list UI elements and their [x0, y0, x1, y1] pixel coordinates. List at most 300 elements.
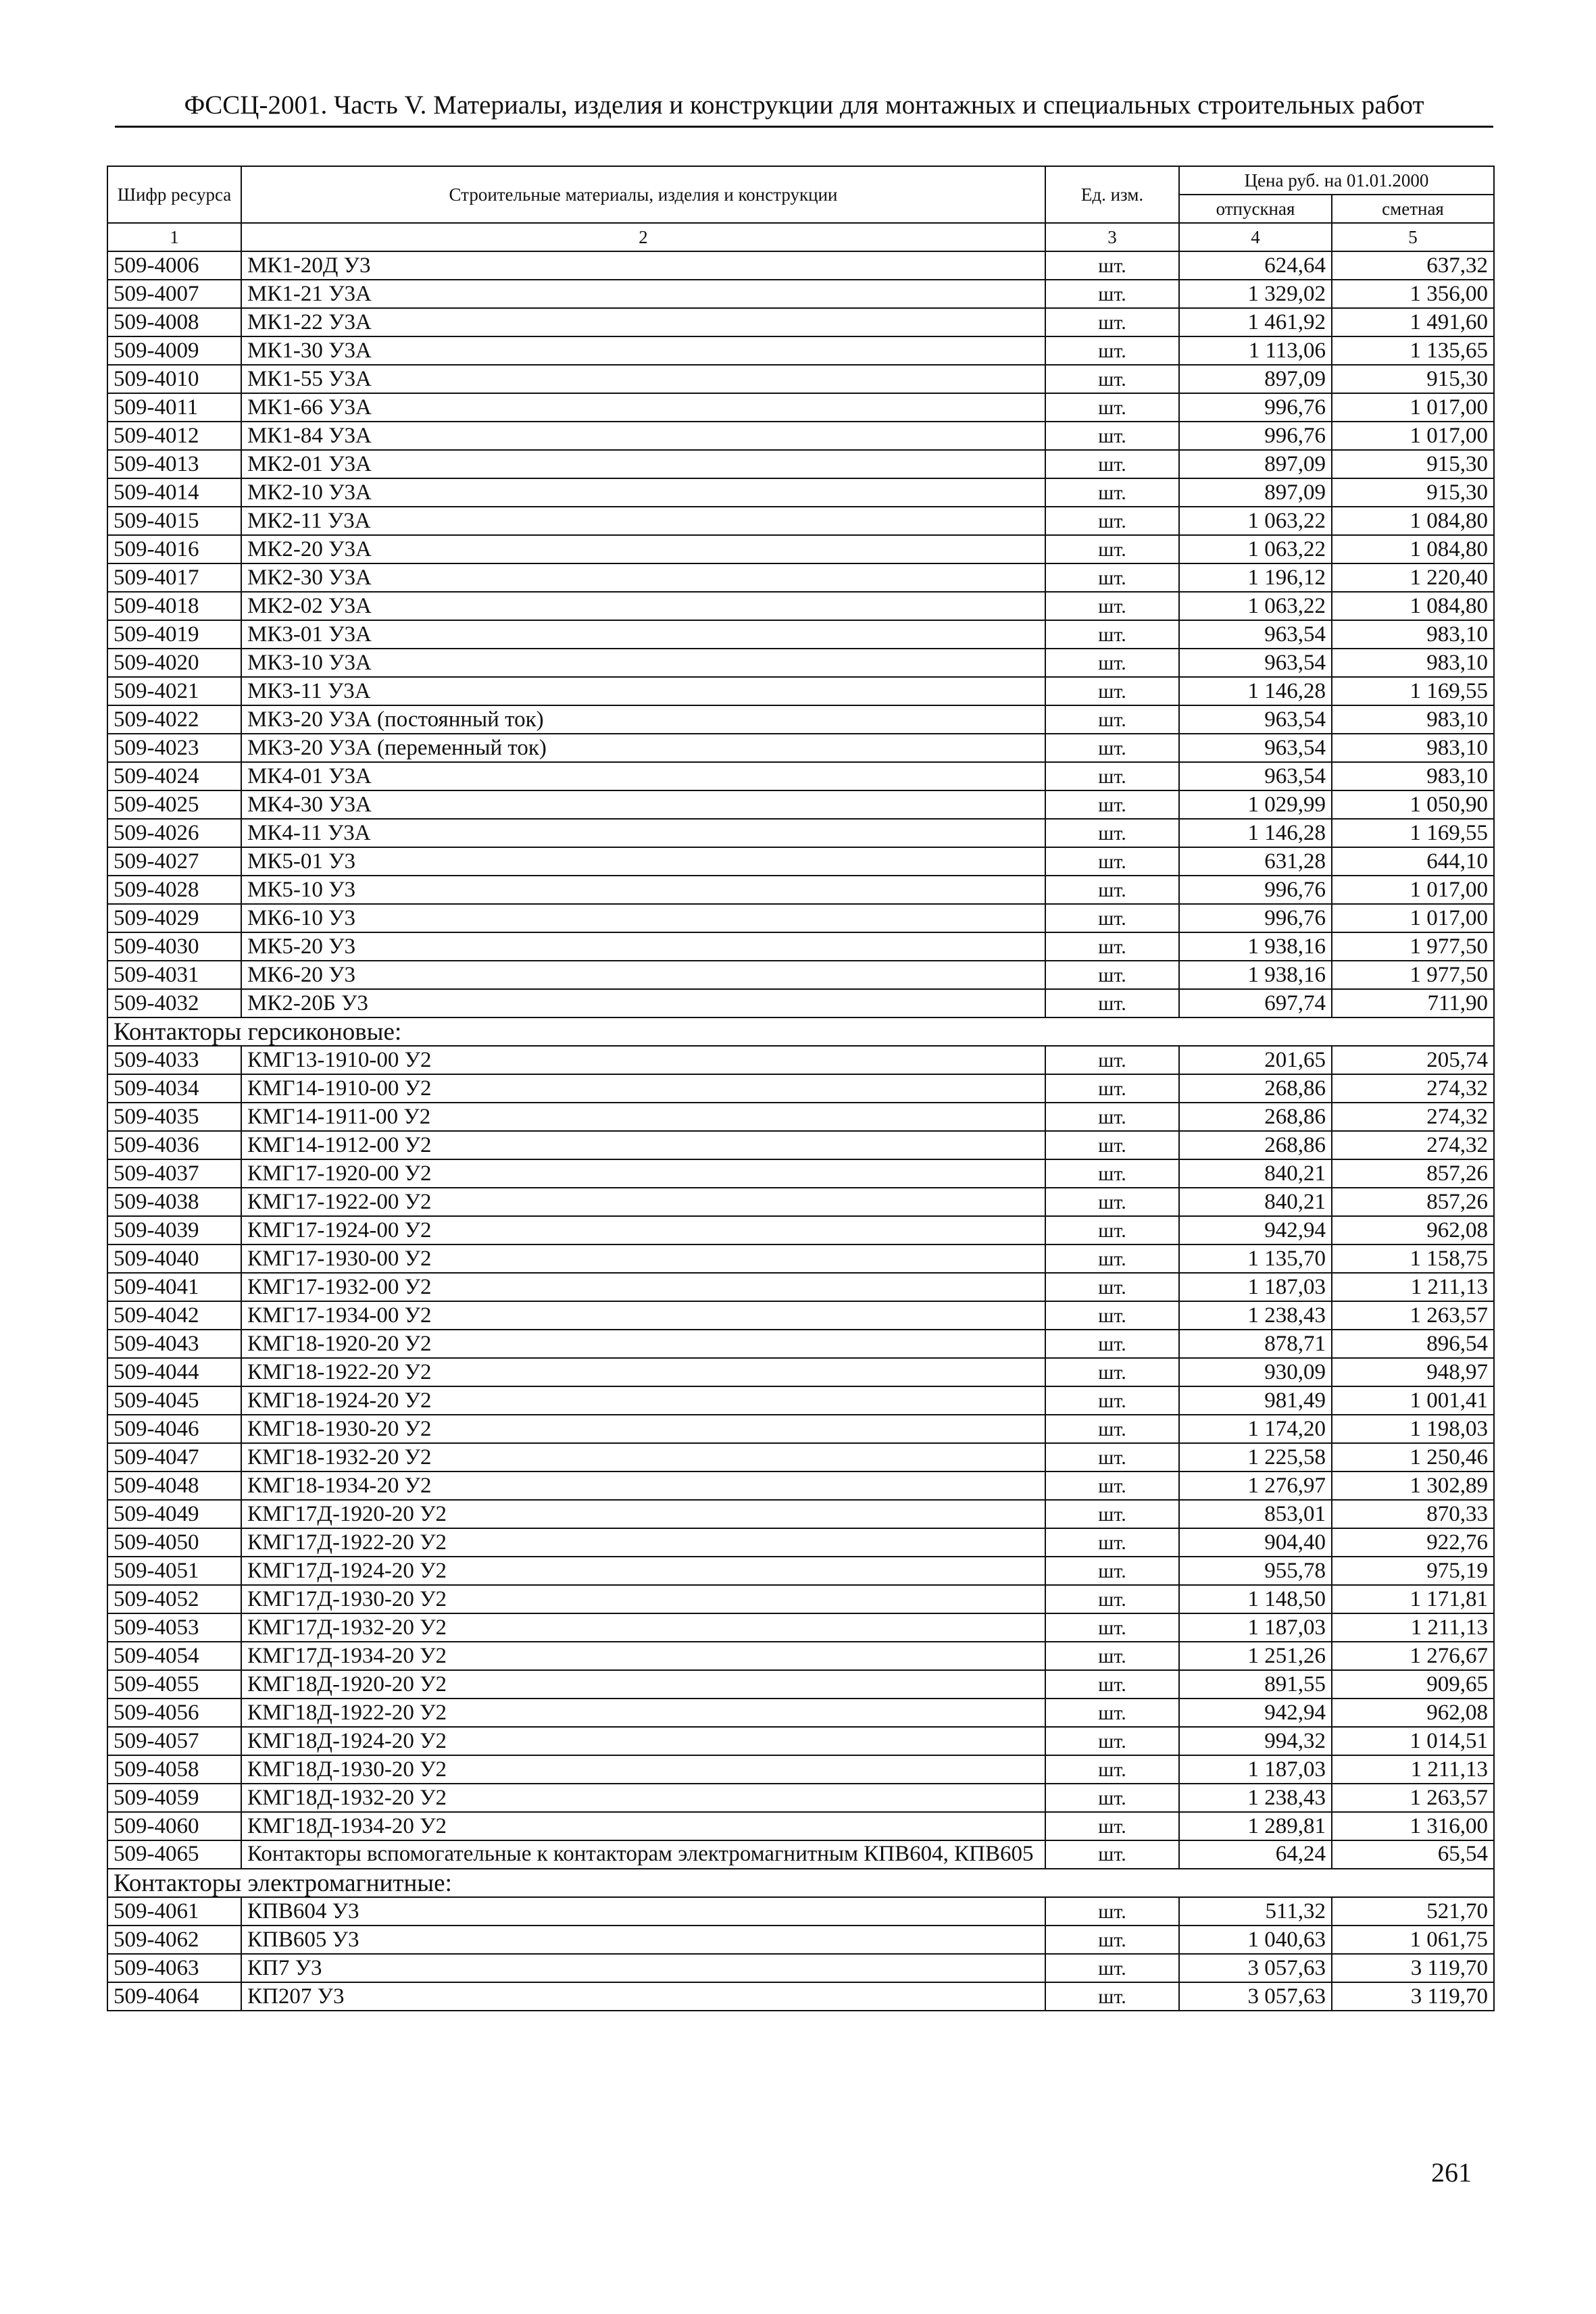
table-row — [107, 1699, 1494, 1727]
col-number: 5 — [1332, 223, 1494, 251]
table-row — [107, 649, 1494, 677]
item-name: КМГ18Д-1920-20 У2 — [241, 1670, 1045, 1699]
table-row — [107, 336, 1494, 365]
item-name: КПВ605 У3 — [241, 1926, 1045, 1954]
unit: шт. — [1045, 1926, 1179, 1954]
resource-code: 509-4026 — [107, 819, 241, 847]
estimate-price: 1 014,51 — [1332, 1727, 1494, 1755]
unit: шт. — [1045, 308, 1179, 336]
item-name: КМГ17-1930-00 У2 — [241, 1244, 1045, 1273]
table-row — [107, 1103, 1494, 1131]
unit: шт. — [1045, 790, 1179, 819]
resource-code: 509-4063 — [107, 1954, 241, 1982]
section-row — [107, 1017, 1494, 1046]
resource-code: 509-4061 — [107, 1897, 241, 1926]
table-row — [107, 393, 1494, 422]
resource-code: 509-4059 — [107, 1784, 241, 1812]
wholesale-price: 1 187,03 — [1179, 1273, 1332, 1301]
item-name: МК1-20Д У3 — [241, 251, 1045, 280]
unit: шт. — [1045, 649, 1179, 677]
estimate-price: 962,08 — [1332, 1216, 1494, 1244]
unit: шт. — [1045, 1755, 1179, 1784]
estimate-price: 1 050,90 — [1332, 790, 1494, 819]
wholesale-price: 511,32 — [1179, 1897, 1332, 1926]
resource-code: 509-4058 — [107, 1755, 241, 1784]
wholesale-price: 1 146,28 — [1179, 819, 1332, 847]
wholesale-price: 963,54 — [1179, 705, 1332, 734]
wholesale-price: 1 276,97 — [1179, 1472, 1332, 1500]
item-name: КМГ17-1922-00 У2 — [241, 1188, 1045, 1216]
wholesale-price: 963,54 — [1179, 762, 1332, 790]
item-name: МК2-01 У3А — [241, 450, 1045, 478]
unit: шт. — [1045, 847, 1179, 876]
resource-code: 509-4038 — [107, 1188, 241, 1216]
wholesale-price: 1 113,06 — [1179, 336, 1332, 365]
estimate-price: 1 017,00 — [1332, 393, 1494, 422]
table-row — [107, 1443, 1494, 1472]
estimate-price: 1 211,13 — [1332, 1755, 1494, 1784]
resource-code: 509-4032 — [107, 989, 241, 1017]
unit: шт. — [1045, 365, 1179, 393]
item-name: КМГ13-1910-00 У2 — [241, 1046, 1045, 1074]
estimate-price: 1 169,55 — [1332, 677, 1494, 705]
estimate-price: 205,74 — [1332, 1046, 1494, 1074]
item-name: МК3-20 У3А (постоянный ток) — [241, 705, 1045, 734]
table-row — [107, 1216, 1494, 1244]
table-row — [107, 1897, 1494, 1926]
estimate-price: 896,54 — [1332, 1330, 1494, 1358]
estimate-price: 1 084,80 — [1332, 507, 1494, 535]
unit: шт. — [1045, 677, 1179, 705]
unit: шт. — [1045, 1727, 1179, 1755]
resource-code: 509-4044 — [107, 1358, 241, 1386]
estimate-price: 65,54 — [1332, 1840, 1494, 1869]
estimate-price: 3 119,70 — [1332, 1982, 1494, 2011]
estimate-price: 1 977,50 — [1332, 932, 1494, 961]
item-name: МК5-20 У3 — [241, 932, 1045, 961]
wholesale-price: 631,28 — [1179, 847, 1332, 876]
resource-code: 509-4051 — [107, 1557, 241, 1585]
table-row — [107, 1188, 1494, 1216]
item-name: МК6-10 У3 — [241, 904, 1045, 932]
resource-code: 509-4029 — [107, 904, 241, 932]
resource-code: 509-4033 — [107, 1046, 241, 1074]
unit: шт. — [1045, 1585, 1179, 1613]
header-name: Строительные материалы, изделия и конструкции — [241, 166, 1045, 223]
unit: шт. — [1045, 507, 1179, 535]
unit: шт. — [1045, 1131, 1179, 1159]
resource-code: 509-4056 — [107, 1699, 241, 1727]
item-name: КМГ17Д-1934-20 У2 — [241, 1642, 1045, 1670]
table-row — [107, 1784, 1494, 1812]
resource-code: 509-4064 — [107, 1982, 241, 2011]
wholesale-price: 1 289,81 — [1179, 1812, 1332, 1840]
estimate-price: 1 356,00 — [1332, 280, 1494, 308]
wholesale-price: 1 063,22 — [1179, 592, 1332, 620]
unit: шт. — [1045, 1188, 1179, 1216]
unit: шт. — [1045, 1330, 1179, 1358]
table-row — [107, 1926, 1494, 1954]
resource-code: 509-4030 — [107, 932, 241, 961]
estimate-price: 983,10 — [1332, 762, 1494, 790]
estimate-price: 983,10 — [1332, 649, 1494, 677]
resource-code: 509-4012 — [107, 422, 241, 450]
table-row — [107, 1386, 1494, 1415]
estimate-price: 1 017,00 — [1332, 422, 1494, 450]
section-title: Контакторы электромагнитные: — [107, 1869, 1494, 1897]
unit: шт. — [1045, 819, 1179, 847]
resource-code: 509-4046 — [107, 1415, 241, 1443]
item-name: КМГ18Д-1924-20 У2 — [241, 1727, 1045, 1755]
unit: шт. — [1045, 1699, 1179, 1727]
table-row — [107, 1472, 1494, 1500]
item-name: МК3-10 У3А — [241, 649, 1045, 677]
item-name: МК6-20 У3 — [241, 961, 1045, 989]
estimate-price: 857,26 — [1332, 1188, 1494, 1216]
table-row — [107, 1244, 1494, 1273]
wholesale-price: 996,76 — [1179, 904, 1332, 932]
resource-code: 509-4025 — [107, 790, 241, 819]
table-row — [107, 1727, 1494, 1755]
unit: шт. — [1045, 705, 1179, 734]
item-name: КМГ18-1932-20 У2 — [241, 1443, 1045, 1472]
unit: шт. — [1045, 563, 1179, 592]
section-title: Контакторы герсиконовые: — [107, 1017, 1494, 1046]
table-row — [107, 1670, 1494, 1699]
header-code: Шифр ресурса — [107, 166, 241, 223]
unit: шт. — [1045, 1301, 1179, 1330]
table-row — [107, 1642, 1494, 1670]
col-number: 3 — [1045, 223, 1179, 251]
table-row — [107, 1954, 1494, 1982]
unit: шт. — [1045, 1528, 1179, 1557]
item-name: КМГ17Д-1932-20 У2 — [241, 1613, 1045, 1642]
unit: шт. — [1045, 1557, 1179, 1585]
table-row — [107, 1585, 1494, 1613]
item-name: МК1-55 У3А — [241, 365, 1045, 393]
resource-code: 509-4042 — [107, 1301, 241, 1330]
item-name: МК1-84 У3А — [241, 422, 1045, 450]
resource-code: 509-4062 — [107, 1926, 241, 1954]
wholesale-price: 996,76 — [1179, 393, 1332, 422]
wholesale-price: 840,21 — [1179, 1188, 1332, 1216]
item-name: КМГ18-1930-20 У2 — [241, 1415, 1045, 1443]
header-estimate: сметная — [1332, 195, 1494, 223]
table-row — [107, 1074, 1494, 1103]
resource-code: 509-4043 — [107, 1330, 241, 1358]
wholesale-price: 1 040,63 — [1179, 1926, 1332, 1954]
unit: шт. — [1045, 762, 1179, 790]
item-name: КПВ604 У3 — [241, 1897, 1045, 1926]
table-row — [107, 1273, 1494, 1301]
wholesale-price: 1 938,16 — [1179, 932, 1332, 961]
table-row — [107, 1301, 1494, 1330]
table-row — [107, 705, 1494, 734]
table-row — [107, 308, 1494, 336]
table-row — [107, 1415, 1494, 1443]
estimate-price: 922,76 — [1332, 1528, 1494, 1557]
unit: шт. — [1045, 1840, 1179, 1869]
wholesale-price: 1 063,22 — [1179, 507, 1332, 535]
header-wholesale: отпускная — [1179, 195, 1332, 223]
resource-code: 509-4009 — [107, 336, 241, 365]
resource-code: 509-4054 — [107, 1642, 241, 1670]
wholesale-price: 942,94 — [1179, 1699, 1332, 1727]
estimate-price: 1 276,67 — [1332, 1642, 1494, 1670]
resource-code: 509-4016 — [107, 535, 241, 563]
resource-code: 509-4006 — [107, 251, 241, 280]
estimate-price: 1 211,13 — [1332, 1273, 1494, 1301]
unit: шт. — [1045, 422, 1179, 450]
item-name: КМГ17-1934-00 У2 — [241, 1301, 1045, 1330]
resource-code: 509-4021 — [107, 677, 241, 705]
wholesale-price: 897,09 — [1179, 450, 1332, 478]
item-name: МК2-20Б У3 — [241, 989, 1045, 1017]
table-row — [107, 1528, 1494, 1557]
wholesale-price: 1 238,43 — [1179, 1301, 1332, 1330]
unit: шт. — [1045, 535, 1179, 563]
wholesale-price: 1 146,28 — [1179, 677, 1332, 705]
item-name: МК4-01 У3А — [241, 762, 1045, 790]
estimate-price: 915,30 — [1332, 478, 1494, 507]
resource-code: 509-4037 — [107, 1159, 241, 1188]
unit: шт. — [1045, 450, 1179, 478]
table-row — [107, 1812, 1494, 1840]
wholesale-price: 1 225,58 — [1179, 1443, 1332, 1472]
wholesale-price: 1 187,03 — [1179, 1613, 1332, 1642]
estimate-price: 1 263,57 — [1332, 1784, 1494, 1812]
col-number: 4 — [1179, 223, 1332, 251]
table-row — [107, 280, 1494, 308]
unit: шт. — [1045, 1613, 1179, 1642]
wholesale-price: 268,86 — [1179, 1131, 1332, 1159]
unit: шт. — [1045, 1415, 1179, 1443]
estimate-price: 711,90 — [1332, 989, 1494, 1017]
table-row — [107, 1131, 1494, 1159]
table-row — [107, 677, 1494, 705]
resource-code: 509-4045 — [107, 1386, 241, 1415]
estimate-price: 1 158,75 — [1332, 1244, 1494, 1273]
table-row — [107, 876, 1494, 904]
resource-code: 509-4023 — [107, 734, 241, 762]
item-name: МК1-30 У3А — [241, 336, 1045, 365]
unit: шт. — [1045, 1216, 1179, 1244]
item-name: МК1-22 У3А — [241, 308, 1045, 336]
unit: шт. — [1045, 1954, 1179, 1982]
resource-code: 509-4013 — [107, 450, 241, 478]
item-name: КМГ18-1922-20 У2 — [241, 1358, 1045, 1386]
wholesale-price: 1 196,12 — [1179, 563, 1332, 592]
item-name: Контакторы вспомогательные к контакторам электромагнитным КПВ604, КПВ605 — [241, 1840, 1045, 1869]
resource-code: 509-4020 — [107, 649, 241, 677]
resource-code: 509-4008 — [107, 308, 241, 336]
table-row — [107, 507, 1494, 535]
wholesale-price: 201,65 — [1179, 1046, 1332, 1074]
table-row — [107, 535, 1494, 563]
item-name: МК2-02 У3А — [241, 592, 1045, 620]
item-name: КМГ18-1924-20 У2 — [241, 1386, 1045, 1415]
estimate-price: 1 302,89 — [1332, 1472, 1494, 1500]
unit: шт. — [1045, 1897, 1179, 1926]
table-row — [107, 989, 1494, 1017]
estimate-price: 1 084,80 — [1332, 535, 1494, 563]
unit: шт. — [1045, 620, 1179, 649]
wholesale-price: 897,09 — [1179, 478, 1332, 507]
wholesale-price: 1 174,20 — [1179, 1415, 1332, 1443]
resource-code: 509-4047 — [107, 1443, 241, 1472]
unit: шт. — [1045, 1046, 1179, 1074]
estimate-price: 962,08 — [1332, 1699, 1494, 1727]
item-name: КМГ18Д-1930-20 У2 — [241, 1755, 1045, 1784]
table-row — [107, 1840, 1494, 1869]
estimate-price: 1 001,41 — [1332, 1386, 1494, 1415]
resource-code: 509-4010 — [107, 365, 241, 393]
resource-code: 509-4057 — [107, 1727, 241, 1755]
estimate-price: 1 491,60 — [1332, 308, 1494, 336]
item-name: МК5-10 У3 — [241, 876, 1045, 904]
table-row — [107, 478, 1494, 507]
item-name: КМГ17Д-1924-20 У2 — [241, 1557, 1045, 1585]
wholesale-price: 996,76 — [1179, 876, 1332, 904]
item-name: КП207 У3 — [241, 1982, 1045, 2011]
page-number: 261 — [1431, 2157, 1472, 2188]
estimate-price: 1 250,46 — [1332, 1443, 1494, 1472]
resource-code: 509-4039 — [107, 1216, 241, 1244]
wholesale-price: 1 029,99 — [1179, 790, 1332, 819]
unit: шт. — [1045, 904, 1179, 932]
item-name: КМГ17-1924-00 У2 — [241, 1216, 1045, 1244]
item-name: МК2-11 У3А — [241, 507, 1045, 535]
wholesale-price: 1 938,16 — [1179, 961, 1332, 989]
resource-code: 509-4060 — [107, 1812, 241, 1840]
estimate-price: 1 061,75 — [1332, 1926, 1494, 1954]
item-name: МК3-11 У3А — [241, 677, 1045, 705]
unit: шт. — [1045, 1500, 1179, 1528]
estimate-price: 1 198,03 — [1332, 1415, 1494, 1443]
unit: шт. — [1045, 1103, 1179, 1131]
table-row — [107, 1982, 1494, 2011]
item-name: МК4-30 У3А — [241, 790, 1045, 819]
resource-code: 509-4035 — [107, 1103, 241, 1131]
table-row — [107, 592, 1494, 620]
wholesale-price: 1 148,50 — [1179, 1585, 1332, 1613]
unit: шт. — [1045, 989, 1179, 1017]
estimate-price: 1 171,81 — [1332, 1585, 1494, 1613]
resource-code: 509-4048 — [107, 1472, 241, 1500]
resource-code: 509-4041 — [107, 1273, 241, 1301]
wholesale-price: 64,24 — [1179, 1840, 1332, 1869]
estimate-price: 1 084,80 — [1332, 592, 1494, 620]
resource-code: 509-4019 — [107, 620, 241, 649]
wholesale-price: 981,49 — [1179, 1386, 1332, 1415]
item-name: КМГ17-1932-00 У2 — [241, 1273, 1045, 1301]
resource-code: 509-4022 — [107, 705, 241, 734]
wholesale-price: 840,21 — [1179, 1159, 1332, 1188]
estimate-price: 644,10 — [1332, 847, 1494, 876]
wholesale-price: 1 461,92 — [1179, 308, 1332, 336]
table-row — [107, 847, 1494, 876]
resource-code: 509-4065 — [107, 1840, 241, 1869]
wholesale-price: 1 063,22 — [1179, 535, 1332, 563]
wholesale-price: 1 329,02 — [1179, 280, 1332, 308]
wholesale-price: 853,01 — [1179, 1500, 1332, 1528]
wholesale-price: 930,09 — [1179, 1358, 1332, 1386]
item-name: МК3-01 У3А — [241, 620, 1045, 649]
resource-code: 509-4015 — [107, 507, 241, 535]
estimate-price: 274,32 — [1332, 1103, 1494, 1131]
unit: шт. — [1045, 961, 1179, 989]
unit: шт. — [1045, 1074, 1179, 1103]
item-name: КМГ18Д-1934-20 У2 — [241, 1812, 1045, 1840]
unit: шт. — [1045, 1670, 1179, 1699]
item-name: КМГ14-1912-00 У2 — [241, 1131, 1045, 1159]
wholesale-price: 955,78 — [1179, 1557, 1332, 1585]
unit: шт. — [1045, 1642, 1179, 1670]
estimate-price: 983,10 — [1332, 620, 1494, 649]
resource-code: 509-4014 — [107, 478, 241, 507]
table-row — [107, 1358, 1494, 1386]
table-row — [107, 1613, 1494, 1642]
wholesale-price: 994,32 — [1179, 1727, 1332, 1755]
resource-code: 509-4007 — [107, 280, 241, 308]
estimate-price: 857,26 — [1332, 1159, 1494, 1188]
unit: шт. — [1045, 1358, 1179, 1386]
item-name: КМГ14-1911-00 У2 — [241, 1103, 1045, 1131]
table-row — [107, 1046, 1494, 1074]
estimate-price: 274,32 — [1332, 1074, 1494, 1103]
table-row — [107, 932, 1494, 961]
item-name: МК4-11 У3А — [241, 819, 1045, 847]
item-name: МК1-21 У3А — [241, 280, 1045, 308]
item-name: МК2-30 У3А — [241, 563, 1045, 592]
col-number: 1 — [107, 223, 241, 251]
item-name: КМГ17Д-1922-20 У2 — [241, 1528, 1045, 1557]
resource-code: 509-4052 — [107, 1585, 241, 1613]
table-row — [107, 251, 1494, 280]
resource-code: 509-4027 — [107, 847, 241, 876]
table-row — [107, 620, 1494, 649]
header-rule — [115, 126, 1493, 128]
estimate-price: 909,65 — [1332, 1670, 1494, 1699]
unit: шт. — [1045, 1982, 1179, 2011]
wholesale-price: 963,54 — [1179, 734, 1332, 762]
unit: шт. — [1045, 1812, 1179, 1840]
estimate-price: 1 977,50 — [1332, 961, 1494, 989]
item-name: КП7 У3 — [241, 1954, 1045, 1982]
wholesale-price: 268,86 — [1179, 1074, 1332, 1103]
estimate-price: 637,32 — [1332, 251, 1494, 280]
page-header: ФССЦ-2001. Часть V. Материалы, изделия и конструкции для монтажных и специальных строительных работ — [184, 91, 1424, 120]
table-row — [107, 961, 1494, 989]
item-name: КМГ14-1910-00 У2 — [241, 1074, 1045, 1103]
table-row — [107, 1159, 1494, 1188]
estimate-price: 1 135,65 — [1332, 336, 1494, 365]
item-name: МК1-66 У3А — [241, 393, 1045, 422]
wholesale-price: 3 057,63 — [1179, 1954, 1332, 1982]
item-name: МК5-01 У3 — [241, 847, 1045, 876]
table-row — [107, 819, 1494, 847]
price-table — [107, 166, 1495, 2011]
item-name: МК2-10 У3А — [241, 478, 1045, 507]
item-name: КМГ18-1920-20 У2 — [241, 1330, 1045, 1358]
wholesale-price: 878,71 — [1179, 1330, 1332, 1358]
unit: шт. — [1045, 1244, 1179, 1273]
unit: шт. — [1045, 393, 1179, 422]
table-row — [107, 422, 1494, 450]
resource-code: 509-4011 — [107, 393, 241, 422]
item-name: КМГ17-1920-00 У2 — [241, 1159, 1045, 1188]
resource-code: 509-4024 — [107, 762, 241, 790]
